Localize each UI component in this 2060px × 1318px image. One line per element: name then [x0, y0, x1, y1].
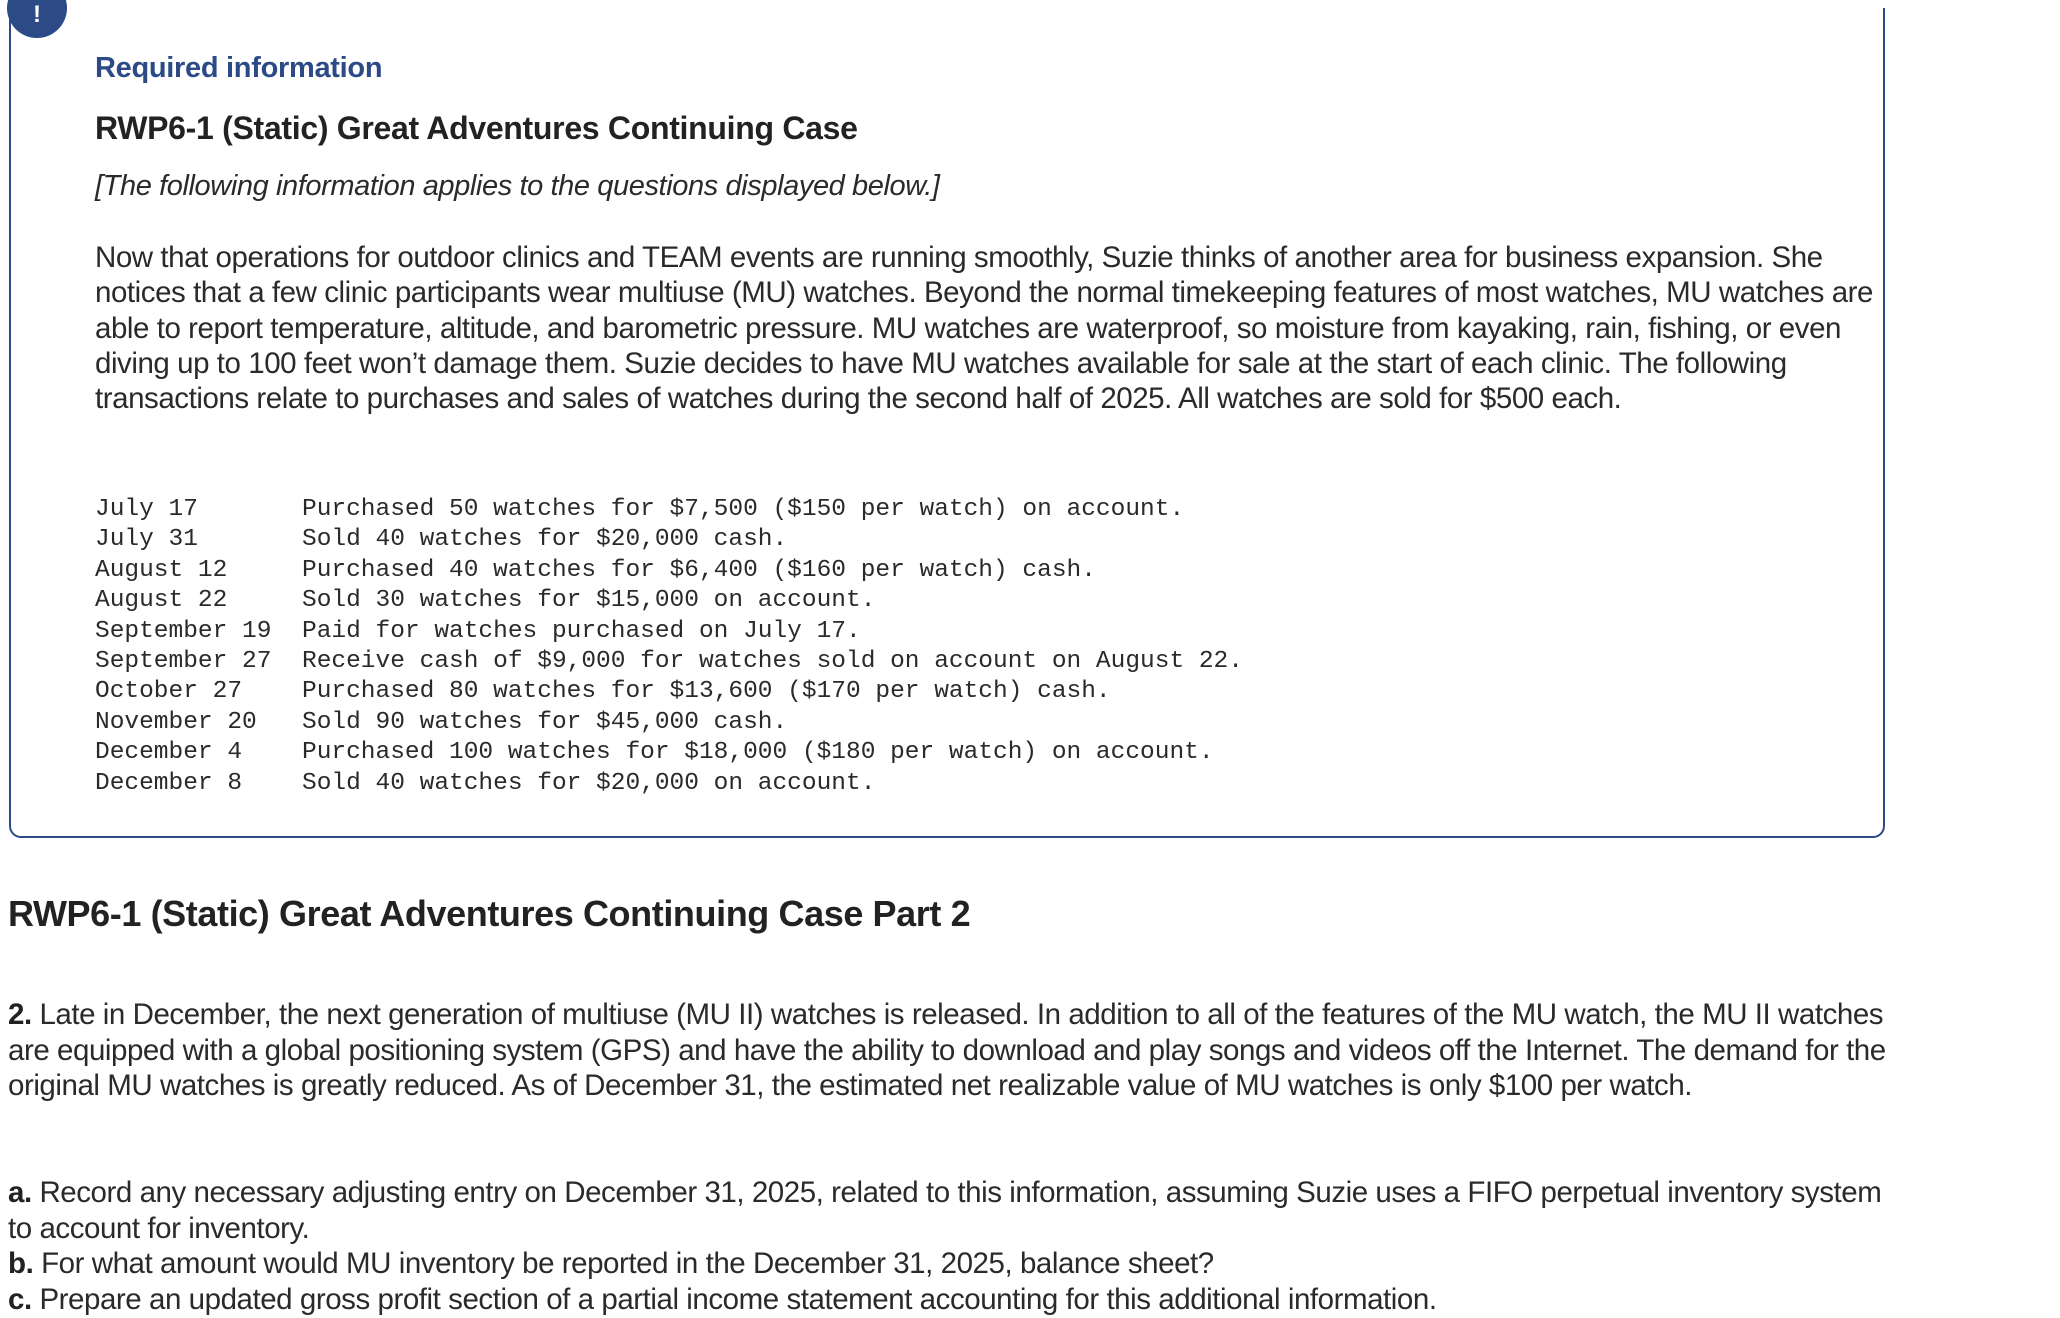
- exclamation-icon: !: [7, 0, 67, 38]
- part2-heading: RWP6-1 (Static) Great Adventures Continuing Case Part 2: [8, 893, 971, 934]
- subpart-c: [8, 1282, 1908, 1318]
- transaction-date: August 22: [95, 587, 228, 615]
- transaction-row: [95, 617, 1243, 647]
- subpart-label: a.: [8, 1176, 32, 1209]
- question-paragraph: [8, 997, 1908, 1104]
- transaction-row: [95, 495, 1243, 525]
- transaction-row: [95, 647, 1243, 677]
- transaction-description: Sold 30 watches for $15,000 on account.: [302, 587, 876, 615]
- transaction-date: December 4: [95, 739, 243, 767]
- subpart-text: Record any necessary adjusting entry on December 31, 2025, related to this information, assuming Suzie uses a FIFO perpetual inventory system to account for inventory.: [8, 1176, 1882, 1245]
- transaction-description: Sold 40 watches for $20,000 cash.: [302, 526, 788, 554]
- required-information-label: Required information: [95, 52, 383, 84]
- subpart-b: [8, 1246, 1908, 1282]
- transaction-row: [95, 586, 1243, 616]
- transaction-row: [95, 525, 1243, 555]
- question-subparts: [8, 1175, 1908, 1317]
- transaction-row: [95, 769, 1243, 799]
- subpart-text: For what amount would MU inventory be reported in the December 31, 2025, balance sheet?: [33, 1247, 1214, 1280]
- transaction-description: Purchased 100 watches for $18,000 ($180 per watch) on account.: [302, 739, 1214, 767]
- transaction-row: [95, 708, 1243, 738]
- question-number: 2.: [8, 998, 32, 1031]
- question-text: Late in December, the next generation of multiuse (MU II) watches is released. In addition to all of the features of the MU watch, the MU II watches are equipped with a global positioning system (GPS) and have the ability to download and play songs and videos off the Internet. The demand for the original MU watches is greatly reduced. As of December 31, the estimated net realizable value of MU watches is only $100 per watch.: [8, 998, 1886, 1102]
- subpart-a: [8, 1175, 1908, 1246]
- transaction-date: December 8: [95, 769, 243, 797]
- transaction-description: Sold 90 watches for $45,000 cash.: [302, 708, 788, 736]
- transaction-description: Purchased 40 watches for $6,400 ($160 per watch) cash.: [302, 556, 1096, 584]
- transaction-description: Paid for watches purchased on July 17.: [302, 617, 861, 645]
- transaction-date: August 12: [95, 556, 228, 584]
- subpart-label: c.: [8, 1282, 32, 1316]
- transaction-description: Receive cash of $9,000 for watches sold on account on August 22.: [302, 647, 1243, 675]
- case-title: RWP6-1 (Static) Great Adventures Continuing Case: [95, 110, 858, 146]
- applies-note: [The following information applies to the questions displayed below.]: [95, 170, 940, 202]
- transaction-description: Purchased 50 watches for $7,500 ($150 per watch) on account.: [302, 496, 1185, 523]
- transaction-date: October 27: [95, 678, 243, 706]
- transaction-date: September 27: [95, 647, 272, 675]
- transaction-date: November 20: [95, 708, 257, 736]
- subpart-label: b.: [8, 1247, 34, 1280]
- transaction-date: July 17: [95, 496, 198, 523]
- transaction-date: September 19: [95, 617, 272, 645]
- transaction-row: [95, 738, 1243, 768]
- intro-paragraph: Now that operations for outdoor clinics and TEAM events are running smoothly, Suzie thinks of another area for business expansion. She notices that a few clinic participants wear multiuse (MU) watches. Beyond the normal timekeeping features of most watches, MU watches are able to report temperature, altitude, and barometric pressure. MU watches are waterproof, so moisture from kayaking, rain, fishing, or even diving up to 100 feet won’t damage them. Suzie decides to have MU watches available for sale at the start of each clinic. The following transactions relate to purchases and sales of watches during the second half of 2025. All watches are sold for $500 each.: [95, 241, 1873, 416]
- subpart-text: Prepare an updated gross profit section of a partial income statement accounting for this additional information.: [31, 1282, 1437, 1316]
- transaction-row: [95, 677, 1243, 707]
- transaction-description: Sold 40 watches for $20,000 on account.: [302, 769, 876, 797]
- transaction-description: Purchased 80 watches for $13,600 ($170 per watch) cash.: [302, 678, 1111, 706]
- transaction-date: July 31: [95, 526, 198, 554]
- transactions-list: [95, 495, 1243, 799]
- transaction-row: [95, 556, 1243, 586]
